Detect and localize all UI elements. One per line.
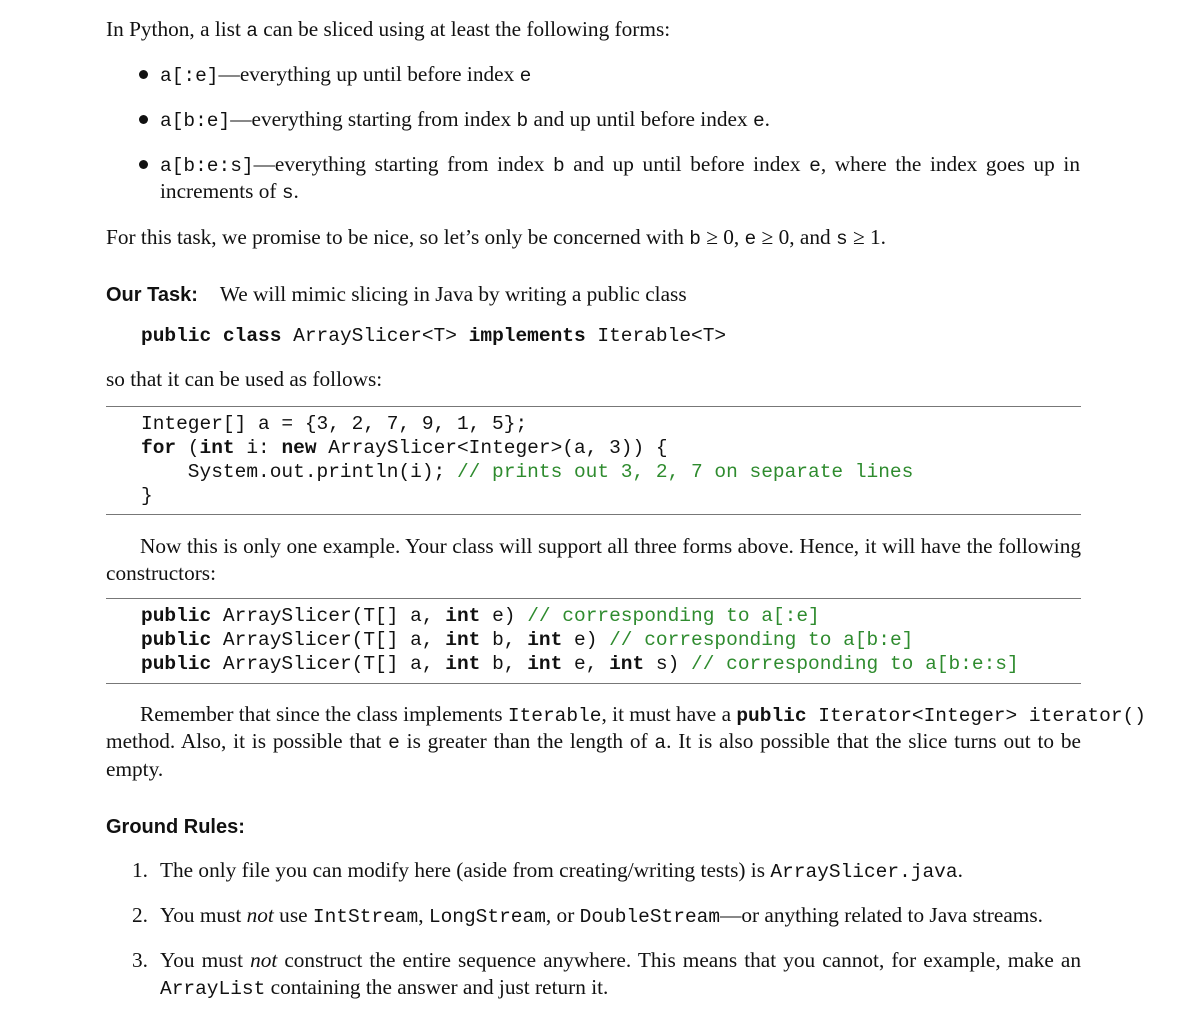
code-line: Integer[] a = {3, 2, 7, 9, 1, 5};: [141, 413, 528, 435]
code-line: [141, 460, 913, 484]
rule-text: use: [273, 903, 313, 927]
code-line: [141, 436, 913, 460]
constraint-text: ≥ 0, and: [756, 225, 836, 249]
rule-text: containing the answer and just return it.: [265, 975, 609, 999]
form-text: and up until before index: [564, 152, 810, 176]
now-paragraph-line2: [106, 560, 216, 587]
remember-var: a: [654, 732, 667, 754]
rule-text: The only file you can modify here (aside from creating/writing tests) is: [160, 858, 771, 882]
rule-item: [160, 902, 1043, 931]
form-text: , where the index goes up in: [820, 152, 1080, 176]
constructor-line: [141, 628, 1019, 652]
code-keyword: public: [141, 629, 212, 651]
code-keyword: for: [141, 437, 177, 459]
code-text: s): [644, 653, 692, 675]
remember-text: Remember that since the class implements: [140, 702, 508, 726]
form-code: a[:e]: [160, 65, 219, 87]
slice-form-item-continued: [160, 178, 299, 207]
code-text: b,: [480, 653, 528, 675]
class-declaration: [141, 324, 726, 348]
code-text: ArraySlicer<Integer>(a, 3)) {: [316, 437, 668, 459]
code-keyword: public class: [141, 325, 282, 347]
rule-text: , or: [545, 903, 580, 927]
constraint-text: ≥ 1.: [847, 225, 886, 249]
code-text: e): [562, 629, 610, 651]
rule-text: ,: [418, 903, 429, 927]
now-text: constructors:: [106, 561, 217, 585]
rule-item: [160, 947, 1081, 974]
constraint-var: e: [744, 228, 757, 250]
form-text: and up until before index: [528, 107, 753, 131]
slice-form-item: [160, 61, 531, 90]
form-var: s: [281, 182, 294, 204]
code-line: }: [141, 485, 153, 507]
code-text: ArraySlicer(T[] a,: [211, 629, 446, 651]
now-paragraph-line1: [140, 533, 1081, 560]
intro-var-a: a: [246, 20, 258, 42]
intro-paragraph: [106, 16, 670, 45]
constraint-text: For this task, we promise to be nice, so let’s only be concerned with: [106, 225, 690, 249]
remember-line1: [140, 701, 1146, 730]
form-text: increments of: [160, 179, 282, 203]
code-keyword: int: [445, 653, 481, 675]
constraint-paragraph: [106, 224, 886, 253]
code-text: ArraySlicer(T[] a,: [211, 605, 446, 627]
code-keyword: int: [527, 629, 563, 651]
rule-code: ArraySlicer.java: [770, 861, 958, 883]
remember-line2: [106, 728, 1081, 757]
rule-text: .: [957, 858, 963, 882]
form-text: .: [764, 107, 770, 131]
slice-form-item: [160, 151, 1080, 180]
code-comment: // corresponding to a[b:e:s]: [691, 653, 1019, 675]
code-keyword: int: [527, 653, 563, 675]
rule-number: 3.: [132, 948, 148, 972]
remember-text: . It is also possible that the slice turns out to be: [666, 729, 1081, 753]
code-comment: // corresponding to a[b:e]: [609, 629, 914, 651]
ground-rules-title: Ground Rules:: [106, 816, 245, 838]
rule-text: You must: [160, 948, 251, 972]
code-text: (: [176, 437, 200, 459]
code-text: e,: [562, 653, 610, 675]
code-keyword: int: [445, 605, 481, 627]
rule-code: DoubleStream: [579, 906, 721, 928]
constructor-line: [141, 652, 1019, 676]
code-text: b,: [480, 629, 528, 651]
remember-var: e: [388, 732, 400, 754]
intro-text: In Python, a list: [106, 17, 247, 41]
code-text: System.out.println(i);: [141, 461, 457, 483]
task-heading: Our Task:: [106, 284, 198, 306]
example-code-block: [141, 412, 913, 508]
rule-text: construct the entire sequence anywhere. This means that you cannot, for example, make an: [277, 948, 1081, 972]
rule-emphasis: not: [246, 903, 274, 927]
form-var: b: [553, 155, 565, 177]
code-keyword: new: [281, 437, 317, 459]
code-text: ArraySlicer(T[] a,: [211, 653, 446, 675]
slice-form-item: [160, 106, 770, 135]
divider: [106, 683, 1081, 684]
form-code: a[b:e]: [160, 110, 231, 132]
remember-keyword: public: [736, 705, 807, 727]
rule-item-continued: [160, 974, 608, 1003]
constraint-var: b: [689, 228, 701, 250]
bullet-icon: [138, 70, 150, 82]
divider: [106, 406, 1081, 407]
intro-text-end: can be sliced using at least the following forms:: [257, 17, 671, 41]
code-text: Iterable<T>: [585, 325, 727, 347]
remember-code: Iterator<Integer> iterator(): [806, 705, 1146, 727]
rule-emphasis: not: [250, 948, 278, 972]
now-text: Now this is only one example. Your class will support all three forms above. Hence, it will have the following: [140, 534, 1081, 558]
constraint-var: s: [835, 228, 848, 250]
remember-line3: [106, 756, 163, 783]
bullet-icon: [138, 115, 150, 127]
form-var: b: [516, 110, 529, 132]
task-heading-line: [106, 281, 687, 309]
ground-rules-heading: [106, 813, 245, 841]
form-text: —everything up until before index: [218, 62, 520, 86]
form-var: e: [752, 110, 765, 132]
code-keyword: public: [141, 605, 212, 627]
divider: [106, 598, 1081, 599]
code-keyword: public: [141, 653, 212, 675]
code-text: e): [480, 605, 528, 627]
code-keyword: int: [199, 437, 235, 459]
form-text: —everything starting from index: [253, 152, 553, 176]
constructor-line: [141, 604, 1019, 628]
form-text: —everything starting from index: [230, 107, 517, 131]
remember-text: , it must have a: [601, 702, 737, 726]
divider: [106, 514, 1081, 515]
rule-item: [160, 857, 963, 886]
constraint-text: ≥ 0,: [700, 225, 745, 249]
usage-text: [106, 366, 382, 393]
task-text: We will mimic slicing in Java by writing a public class: [219, 282, 687, 306]
rule-code: ArrayList: [160, 978, 266, 1000]
remember-text: method. Also, it is possible that: [106, 729, 389, 753]
form-text: .: [293, 179, 299, 203]
rule-code: IntStream: [312, 906, 419, 928]
form-var: e: [809, 155, 821, 177]
remember-code: Iterable: [507, 705, 602, 727]
code-keyword: implements: [468, 325, 586, 347]
form-var: e: [519, 65, 532, 87]
code-comment: // corresponding to a[:e]: [527, 605, 820, 627]
rule-number: 1.: [132, 858, 148, 882]
constructors-code-block: [141, 604, 1019, 676]
bullet-icon: [138, 160, 150, 172]
code-text: i:: [234, 437, 282, 459]
form-code: a[b:e:s]: [160, 155, 254, 177]
remember-text: empty.: [106, 757, 164, 781]
remember-text: is greater than the length of: [399, 729, 655, 753]
code-keyword: int: [609, 653, 645, 675]
rule-text: You must: [160, 903, 247, 927]
rule-number: 2.: [132, 903, 148, 927]
code-comment: // prints out 3, 2, 7 on separate lines: [456, 461, 914, 483]
rule-text: —or anything related to Java streams.: [720, 903, 1043, 927]
rule-code: LongStream: [428, 906, 546, 928]
code-text: ArraySlicer<T>: [281, 325, 469, 347]
usage-label: so that it can be used as follows:: [106, 367, 383, 391]
code-keyword: int: [445, 629, 481, 651]
